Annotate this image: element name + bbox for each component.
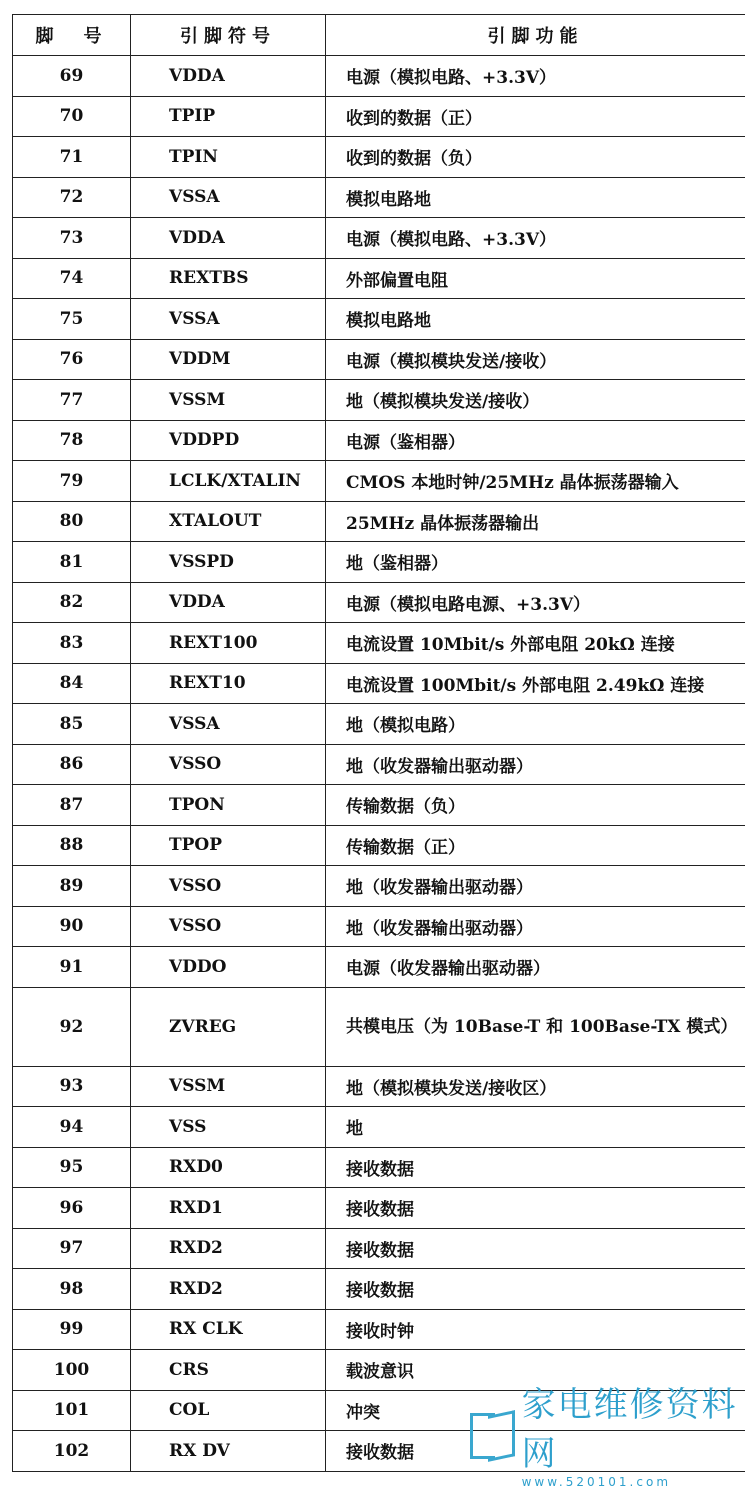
pin-function-cell: 模拟电路地 <box>326 299 745 340</box>
pin-function-cell: 地（鉴相器） <box>326 542 745 583</box>
pin-function-cell: CMOS 本地时钟/25MHz 晶体振荡器输入 <box>326 461 745 502</box>
pin-number-cell: 69 <box>13 56 131 97</box>
pin-number-cell: 94 <box>13 1107 131 1148</box>
table-row <box>13 501 745 542</box>
pin-number-cell: 90 <box>13 906 131 947</box>
pin-number-cell: 91 <box>13 947 131 988</box>
pin-function-table <box>12 14 745 1472</box>
pin-function-cell: 地（收发器输出驱动器） <box>326 744 745 785</box>
site-watermark-logo <box>470 1398 740 1468</box>
pin-symbol-cell: VSSM <box>131 1066 326 1107</box>
table-row <box>13 177 745 218</box>
header-pin-function: 引脚功能 <box>326 15 745 56</box>
pin-function-cell: 冲突 <box>326 1390 745 1431</box>
pin-function-cell: 载波意识 <box>326 1350 745 1391</box>
table-row <box>13 339 745 380</box>
pin-symbol-cell: TPOP <box>131 825 326 866</box>
pin-symbol-cell: RXD2 <box>131 1228 326 1269</box>
table-row <box>13 866 745 907</box>
table-row <box>13 1309 745 1350</box>
table-row <box>13 1107 745 1148</box>
pin-number-cell: 85 <box>13 704 131 745</box>
table-row <box>13 825 745 866</box>
pin-function-cell: 电流设置 10Mbit/s 外部电阻 20kΩ 连接 <box>326 623 745 664</box>
pin-number-cell: 101 <box>13 1390 131 1431</box>
pin-function-cell: 地（收发器输出驱动器） <box>326 866 745 907</box>
pin-symbol-cell: RXD0 <box>131 1147 326 1188</box>
pin-symbol-cell: RXD1 <box>131 1188 326 1229</box>
table-header-row <box>13 15 745 56</box>
pin-symbol-cell: VDDM <box>131 339 326 380</box>
pin-function-cell: 接收数据 <box>326 1147 745 1188</box>
pin-number-cell: 87 <box>13 785 131 826</box>
pin-number-cell: 86 <box>13 744 131 785</box>
pin-function-cell: 电流设置 100Mbit/s 外部电阻 2.49kΩ 连接 <box>326 663 745 704</box>
pin-function-cell: 收到的数据（负） <box>326 137 745 178</box>
header-pin-number: 脚 号 <box>13 15 131 56</box>
document-page <box>12 14 745 1472</box>
header-pin-symbol: 引脚符号 <box>131 15 326 56</box>
table-row <box>13 137 745 178</box>
pin-symbol-cell: CRS <box>131 1350 326 1391</box>
pin-function-cell: 共模电压（为 10Base-T 和 100Base-TX 模式） <box>326 987 745 1066</box>
pin-number-cell: 88 <box>13 825 131 866</box>
pin-function-cell: 25MHz 晶体振荡器输出 <box>326 501 745 542</box>
pin-function-cell: 模拟电路地 <box>326 177 745 218</box>
pin-symbol-cell: VDDA <box>131 218 326 259</box>
pin-function-cell: 电源（模拟电路电源、+3.3V） <box>326 582 745 623</box>
pin-symbol-cell: RXD2 <box>131 1269 326 1310</box>
pin-symbol-cell: VSSM <box>131 380 326 421</box>
pin-function-cell: 地（模拟模块发送/接收） <box>326 380 745 421</box>
pin-function-cell: 地（模拟电路） <box>326 704 745 745</box>
table-row <box>13 299 745 340</box>
pin-number-cell: 89 <box>13 866 131 907</box>
table-row <box>13 987 745 1066</box>
table-row <box>13 1269 745 1310</box>
pin-number-cell: 84 <box>13 663 131 704</box>
pin-number-cell: 79 <box>13 461 131 502</box>
table-row <box>13 542 745 583</box>
pin-number-cell: 100 <box>13 1350 131 1391</box>
pin-function-cell: 电源（收发器输出驱动器） <box>326 947 745 988</box>
pin-symbol-cell: RX DV <box>131 1431 326 1472</box>
table-row <box>13 380 745 421</box>
pin-number-cell: 71 <box>13 137 131 178</box>
table-row <box>13 56 745 97</box>
pin-function-cell: 地（模拟模块发送/接收区） <box>326 1066 745 1107</box>
table-row <box>13 663 745 704</box>
table-row <box>13 1228 745 1269</box>
pin-symbol-cell: ZVREG <box>131 987 326 1066</box>
pin-symbol-cell: VSSO <box>131 744 326 785</box>
pin-symbol-cell: VSSA <box>131 299 326 340</box>
table-row <box>13 420 745 461</box>
pin-number-cell: 74 <box>13 258 131 299</box>
pin-number-cell: 76 <box>13 339 131 380</box>
pin-number-cell: 92 <box>13 987 131 1066</box>
pin-function-cell: 接收数据 <box>326 1228 745 1269</box>
table-row <box>13 906 745 947</box>
pin-symbol-cell: VSSPD <box>131 542 326 583</box>
pin-number-cell: 96 <box>13 1188 131 1229</box>
pin-function-cell: 电源（模拟电路、+3.3V） <box>326 56 745 97</box>
pin-symbol-cell: VDDPD <box>131 420 326 461</box>
pin-symbol-cell: RX CLK <box>131 1309 326 1350</box>
pin-number-cell: 72 <box>13 177 131 218</box>
table-row <box>13 1066 745 1107</box>
pin-symbol-cell: LCLK/XTALIN <box>131 461 326 502</box>
pin-symbol-cell: REXT10 <box>131 663 326 704</box>
pin-number-cell: 93 <box>13 1066 131 1107</box>
watermark-logo-text: 家电维修资料网 <box>522 1377 740 1475</box>
pin-symbol-cell: REXTBS <box>131 258 326 299</box>
pin-number-cell: 82 <box>13 582 131 623</box>
table-body <box>13 56 745 1472</box>
pin-number-cell: 95 <box>13 1147 131 1188</box>
pin-symbol-cell: VSSO <box>131 906 326 947</box>
pin-number-cell: 98 <box>13 1269 131 1310</box>
pin-function-cell: 地 <box>326 1107 745 1148</box>
watermark-logo-url: www.520101.com <box>522 1475 740 1489</box>
pin-symbol-cell: VDDA <box>131 582 326 623</box>
pin-function-cell: 外部偏置电阻 <box>326 258 745 299</box>
table-row <box>13 623 745 664</box>
pin-function-cell: 接收数据 <box>326 1269 745 1310</box>
table-row <box>13 785 745 826</box>
pin-symbol-cell: VDDO <box>131 947 326 988</box>
table-row <box>13 1147 745 1188</box>
pin-function-cell: 接收时钟 <box>326 1309 745 1350</box>
pin-symbol-cell: REXT100 <box>131 623 326 664</box>
pin-number-cell: 99 <box>13 1309 131 1350</box>
pin-number-cell: 81 <box>13 542 131 583</box>
table-row <box>13 258 745 299</box>
pin-symbol-cell: VDDA <box>131 56 326 97</box>
table-row <box>13 704 745 745</box>
table-row <box>13 947 745 988</box>
pin-function-cell: 传输数据（正） <box>326 825 745 866</box>
pin-number-cell: 73 <box>13 218 131 259</box>
pin-symbol-cell: COL <box>131 1390 326 1431</box>
table-row <box>13 218 745 259</box>
pin-function-cell: 地（收发器输出驱动器） <box>326 906 745 947</box>
pin-function-cell: 电源（模拟模块发送/接收） <box>326 339 745 380</box>
table-row <box>13 461 745 502</box>
pin-number-cell: 70 <box>13 96 131 137</box>
pin-function-cell: 接收数据 <box>326 1188 745 1229</box>
pin-number-cell: 78 <box>13 420 131 461</box>
pin-symbol-cell: VSSA <box>131 177 326 218</box>
pin-symbol-cell: TPIP <box>131 96 326 137</box>
pin-function-cell: 传输数据（负） <box>326 785 745 826</box>
pin-symbol-cell: XTALOUT <box>131 501 326 542</box>
pin-number-cell: 80 <box>13 501 131 542</box>
pin-number-cell: 97 <box>13 1228 131 1269</box>
pin-number-cell: 83 <box>13 623 131 664</box>
pin-function-cell: 电源（鉴相器） <box>326 420 745 461</box>
table-row <box>13 1188 745 1229</box>
book-logo-icon <box>470 1409 512 1457</box>
pin-symbol-cell: VSS <box>131 1107 326 1148</box>
pin-symbol-cell: VSSA <box>131 704 326 745</box>
pin-function-cell: 收到的数据（正） <box>326 96 745 137</box>
pin-number-cell: 102 <box>13 1431 131 1472</box>
pin-symbol-cell: VSSO <box>131 866 326 907</box>
table-row <box>13 582 745 623</box>
pin-function-cell: 电源（模拟电路、+3.3V） <box>326 218 745 259</box>
pin-number-cell: 75 <box>13 299 131 340</box>
pin-symbol-cell: TPIN <box>131 137 326 178</box>
pin-function-cell: 接收数据 <box>326 1431 745 1472</box>
table-row <box>13 96 745 137</box>
pin-number-cell: 77 <box>13 380 131 421</box>
pin-symbol-cell: TPON <box>131 785 326 826</box>
table-row <box>13 744 745 785</box>
